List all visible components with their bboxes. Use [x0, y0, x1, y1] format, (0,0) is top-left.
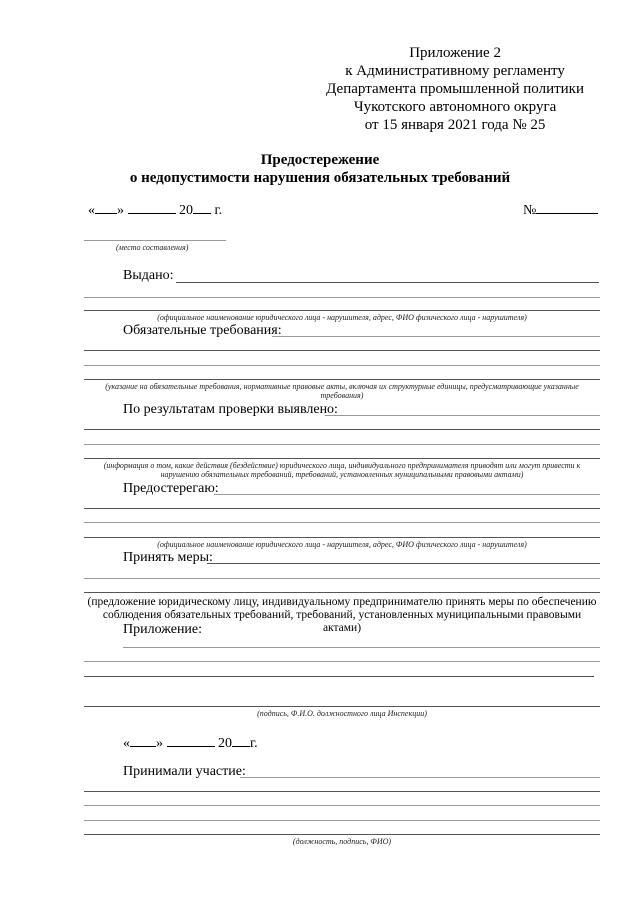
measures-line-2[interactable] — [84, 578, 600, 579]
warn-caption: (официальное наименование юридического лица - нарушителя, адрес, ФИО физического лица - нарушителя) — [157, 540, 527, 549]
issued-line[interactable] — [176, 282, 599, 283]
participants-line-2[interactable] — [84, 791, 600, 792]
year-blank[interactable] — [232, 734, 250, 747]
attachment-line-3[interactable] — [84, 676, 594, 677]
day-blank[interactable] — [130, 734, 156, 747]
document-subtitle: о недопустимости нарушения обязательных требований — [129, 170, 511, 186]
appendix-line: Приложение 2 — [409, 45, 501, 61]
year-prefix: 20 — [218, 736, 232, 751]
year-prefix: 20 — [179, 203, 193, 218]
findings-label: По результатам проверки выявлено: — [123, 402, 338, 417]
findings-line[interactable] — [325, 415, 600, 416]
warn-line-4[interactable] — [84, 537, 600, 538]
quote-open: « — [88, 203, 95, 218]
attachment-line-2[interactable] — [84, 661, 600, 662]
warn-line[interactable] — [214, 494, 600, 495]
measures-caption: (предложение юридическому лицу, индивидуальному предпринимателю принять меры по обеспечению соблюдения обязательных требований, требований, установленных муниципальными правовыми актами) — [87, 596, 597, 634]
participants-line-4[interactable] — [84, 820, 600, 821]
date-field-2[interactable] — [123, 734, 258, 752]
attachment-label: Приложение: — [123, 622, 203, 637]
quote-close: » — [117, 203, 124, 218]
findings-line-4[interactable] — [84, 458, 600, 459]
participants-label: Принимали участие: — [123, 764, 246, 779]
appendix-line: Чукотского автономного округа — [353, 99, 557, 115]
appendix-line: Департамента промышленной политики — [326, 81, 584, 97]
month-blank[interactable] — [128, 201, 176, 214]
requirements-line[interactable] — [272, 336, 600, 337]
issued-line-3[interactable] — [84, 310, 600, 311]
requirements-line-4[interactable] — [84, 379, 600, 380]
requirements-line-2[interactable] — [84, 350, 600, 351]
issued-caption: (официальное наименование юридического лица - нарушителя, адрес, ФИО физического лица - нарушителя) — [157, 313, 527, 322]
requirements-line-3[interactable] — [84, 365, 600, 366]
date-field[interactable] — [88, 201, 222, 219]
attachment-line[interactable] — [123, 647, 600, 648]
quote-close: » — [156, 736, 163, 751]
measures-line[interactable] — [207, 563, 600, 564]
measures-line-3[interactable] — [84, 592, 600, 593]
day-blank[interactable] — [95, 201, 117, 214]
number-sign: № — [523, 203, 537, 218]
warn-line-3[interactable] — [84, 522, 600, 523]
number-field[interactable] — [523, 201, 598, 219]
findings-line-3[interactable] — [84, 444, 600, 445]
quote-open: « — [123, 736, 130, 751]
year-blank[interactable] — [193, 201, 211, 214]
year-suffix: г. — [250, 736, 258, 751]
signature-line[interactable] — [84, 706, 600, 707]
warn-label: Предостерегаю: — [123, 481, 219, 496]
issued-line-2[interactable] — [84, 297, 600, 298]
warn-line-2[interactable] — [84, 508, 600, 509]
participants-caption: (должность, подпись, ФИО) — [292, 837, 392, 846]
document-title: Предостережение — [260, 152, 380, 168]
findings-line-2[interactable] — [84, 429, 600, 430]
month-blank[interactable] — [167, 734, 215, 747]
place-line[interactable] — [84, 240, 226, 241]
requirements-label: Обязательные требования: — [123, 323, 282, 338]
findings-caption: (информация о том, какие действия (бездействие) юридического лица, индивидуального предпринимателя приводят или могут привести к нарушению обязательных требований, требований, установленных муниципальными правовыми актами) — [103, 461, 581, 479]
participants-line-5[interactable] — [84, 834, 600, 835]
signature-caption: (подпись, Ф.И.О. должностного лица Инспекции) — [257, 709, 427, 718]
number-blank[interactable] — [536, 201, 598, 214]
appendix-line: к Административному регламенту — [345, 63, 565, 79]
appendix-line: от 15 января 2021 года № 25 — [364, 117, 546, 133]
requirements-caption: (указание на обязательные требования, нормативные правовые акты, включая их структурные единицы, предусматривающие указанные требования) — [105, 382, 579, 400]
year-suffix: г. — [214, 203, 223, 218]
participants-line-3[interactable] — [84, 805, 600, 806]
appendix-block — [326, 44, 584, 134]
issued-label: Выдано: — [123, 268, 174, 283]
measures-label: Принять меры: — [123, 550, 213, 565]
place-caption: (место составления) — [116, 243, 189, 252]
participants-line[interactable] — [240, 777, 600, 778]
